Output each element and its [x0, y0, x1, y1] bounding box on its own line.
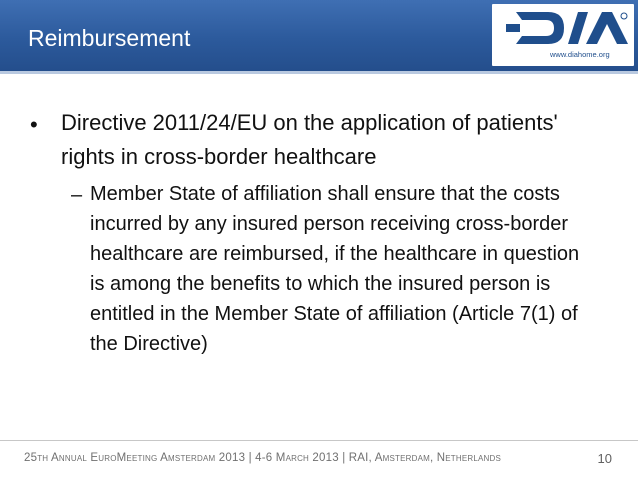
logo-url: www.diahome.org [550, 50, 610, 59]
page-number: 10 [597, 451, 612, 466]
sub-bullet-marker: – [71, 184, 83, 206]
dia-logo [492, 4, 634, 66]
bullet-marker: • [30, 112, 38, 137]
footer-text: 25th Annual EuroMeeting Amsterdam 2013 | 4-6 March 2013 | RAI, Amsterdam, Netherlands [24, 452, 502, 464]
header-divider [0, 71, 638, 74]
slide-title: Reimbursement [28, 25, 191, 51]
bullet-text: Directive 2011/24/EU on the application of patients' rights in cross-border healthcare [61, 110, 558, 169]
footer-divider [0, 440, 638, 441]
sub-bullet-text: Member State of affiliation shall ensure that the costs incurred by any insured person receiving cross-border healthcare are reimbursed, if the healthcare in question is among the benefits to which the insured person is entitled in the Member State of affiliation (Article 7(1) of the Directive) [90, 183, 580, 355]
